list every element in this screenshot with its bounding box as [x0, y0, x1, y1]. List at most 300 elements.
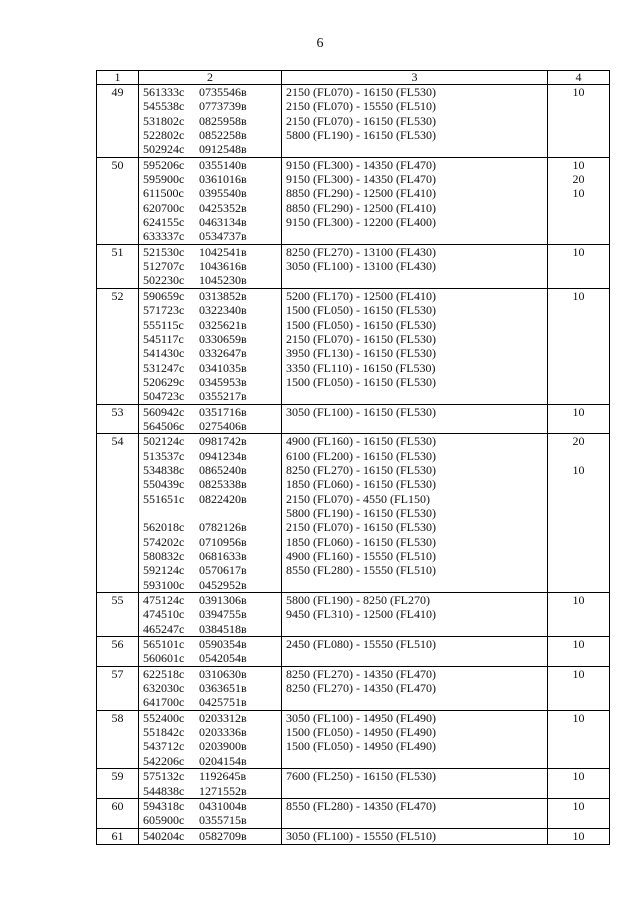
latitude: 605900с: [143, 813, 185, 828]
latitude: 551842с: [143, 725, 185, 740]
altitude-line: [286, 784, 543, 798]
row-number: 53: [97, 404, 139, 434]
table-row: [97, 798, 610, 828]
altitude-line: [286, 389, 543, 403]
separation-value: [552, 361, 605, 375]
longitude: 0395540в: [199, 186, 247, 201]
latitude: 531802с: [143, 113, 185, 128]
separation-value: [552, 114, 605, 128]
separation-value: [552, 99, 605, 113]
coordinate-line: [143, 419, 277, 433]
latitude: 620700с: [143, 200, 185, 215]
separation-cell: [548, 798, 610, 828]
altitude-cell: [282, 244, 548, 288]
separation-value: [552, 303, 605, 317]
separation-value: 20: [572, 434, 585, 449]
latitude: 564506с: [143, 418, 185, 433]
coordinate-line: [143, 593, 277, 607]
altitude-line: 9150 (FL300) - 14350 (FL470): [286, 157, 436, 172]
separation-value: [552, 506, 605, 520]
latitude: 561333с: [143, 85, 185, 99]
coordinate-line: [143, 85, 277, 99]
altitude-cell: [282, 637, 548, 667]
coordinates-cell: [139, 244, 282, 288]
table-row: [97, 637, 610, 667]
latitude: 632030с: [143, 681, 185, 696]
separation-cell: [548, 434, 610, 593]
coordinate-line: [143, 681, 277, 695]
latitude: 551651с: [143, 491, 185, 506]
latitude: 502924с: [143, 142, 185, 157]
header-row: [97, 71, 610, 85]
separation-value: [552, 128, 605, 142]
altitude-line: [286, 754, 543, 768]
longitude: 0310630в: [199, 666, 247, 681]
coordinate-line: [143, 405, 277, 419]
altitude-line: 5800 (FL190) - 8250 (FL270): [286, 593, 430, 608]
coordinate-line: [143, 186, 277, 200]
altitude-line: 3050 (FL100) - 13100 (FL430): [286, 259, 436, 274]
altitude-cell: [282, 710, 548, 768]
separation-cell: [548, 828, 610, 844]
longitude: 0363651в: [199, 681, 247, 696]
separation-value: [552, 651, 605, 665]
separation-value: 10: [572, 244, 585, 259]
separation-value: 10: [572, 710, 585, 725]
coordinate-line: [143, 375, 277, 389]
altitude-cell: [282, 434, 548, 593]
coordinate-line: [143, 477, 277, 491]
latitude: 465247с: [143, 621, 185, 636]
airspace-table: [96, 70, 610, 845]
separation-value: 10: [572, 593, 585, 608]
coordinate-line: [143, 549, 277, 563]
latitude: 474510с: [143, 607, 185, 622]
altitude-line: 2150 (FL070) - 15550 (FL510): [286, 99, 436, 114]
latitude: 622518с: [143, 666, 185, 681]
separation-value: [552, 273, 605, 287]
longitude: 0941234в: [199, 448, 247, 463]
altitude-line: 8550 (FL280) - 14350 (FL470): [286, 798, 436, 813]
altitude-line: 2150 (FL070) - 4550 (FL150): [286, 491, 430, 506]
latitude: 560601с: [143, 651, 185, 666]
longitude: 1042541в: [199, 244, 247, 259]
longitude: 0203900в: [199, 739, 247, 754]
latitude: 593100с: [143, 577, 185, 592]
coordinate-line: [143, 273, 277, 287]
separation-value: 10: [572, 186, 585, 201]
latitude: 502230с: [143, 273, 185, 288]
coordinate-line: [143, 229, 277, 243]
longitude: 0425751в: [199, 695, 247, 710]
longitude: 0351716в: [199, 404, 247, 419]
table-row: [97, 434, 610, 593]
table-row: [97, 666, 610, 710]
coordinate-line: [143, 158, 277, 172]
coordinate-line: [143, 346, 277, 360]
separation-cell: [548, 666, 610, 710]
coordinate-line: [143, 667, 277, 681]
altitude-line: 2150 (FL070) - 16150 (FL530): [286, 113, 436, 128]
coordinates-cell: [139, 593, 282, 637]
altitude-line: 5800 (FL190) - 16150 (FL530): [286, 505, 436, 520]
coordinate-line: [143, 711, 277, 725]
coordinate-line: [143, 563, 277, 577]
altitude-cell: [282, 85, 548, 158]
altitude-line: 8850 (FL290) - 12500 (FL410): [286, 200, 436, 215]
altitude-line: 7600 (FL250) - 16150 (FL530): [286, 769, 436, 784]
separation-value: [552, 419, 605, 433]
separation-cell: [548, 404, 610, 434]
separation-value: [552, 695, 605, 709]
longitude: 0425352в: [199, 200, 247, 215]
altitude-line: 1850 (FL060) - 16150 (FL530): [286, 477, 436, 492]
altitude-line: 3950 (FL130) - 16150 (FL530): [286, 346, 436, 361]
longitude: 0341035в: [199, 360, 247, 375]
latitude: 624155с: [143, 215, 185, 230]
latitude: 550439с: [143, 477, 185, 492]
longitude: 1045230в: [199, 273, 247, 288]
separation-value: [552, 229, 605, 243]
latitude: 565101с: [143, 637, 185, 652]
separation-value: [552, 346, 605, 360]
header-col-2: 2: [139, 71, 282, 85]
altitude-line: 8250 (FL270) - 16150 (FL530): [286, 462, 436, 477]
row-number: 51: [97, 244, 139, 288]
altitude-line: 8250 (FL270) - 13100 (FL430): [286, 244, 436, 259]
separation-cell: [548, 593, 610, 637]
coordinate-line: [143, 303, 277, 317]
coordinate-line: [143, 784, 277, 798]
longitude: 1043616в: [199, 259, 247, 274]
latitude: 502124с: [143, 434, 185, 449]
coordinates-cell: [139, 710, 282, 768]
row-number: 56: [97, 637, 139, 667]
coordinate-line: [143, 114, 277, 128]
row-number: 58: [97, 710, 139, 768]
table-row: [97, 288, 610, 404]
coordinate-line: [143, 622, 277, 636]
latitude: 544838с: [143, 783, 185, 798]
separation-value: 10: [572, 666, 585, 681]
separation-value: [552, 142, 605, 156]
altitude-cell: [282, 798, 548, 828]
longitude: 0681633в: [199, 549, 247, 563]
separation-value: [552, 375, 605, 389]
separation-value: [552, 449, 605, 463]
altitude-line: [286, 622, 543, 636]
latitude: 541430с: [143, 346, 185, 361]
page-number: 6: [316, 36, 324, 51]
coordinate-line: [143, 492, 277, 506]
coordinates-cell: [139, 85, 282, 158]
coordinate-line: [143, 449, 277, 463]
longitude: 0355140в: [199, 157, 247, 172]
longitude: 0570617в: [199, 563, 247, 578]
coordinates-cell: [139, 637, 282, 667]
longitude: 0431004в: [199, 798, 247, 813]
separation-value: [552, 607, 605, 621]
longitude: 0463134в: [199, 215, 247, 230]
latitude: 540204с: [143, 828, 185, 843]
coordinate-line: [143, 829, 277, 843]
table-row: [97, 710, 610, 768]
altitude-line: 3050 (FL100) - 16150 (FL530): [286, 404, 436, 419]
altitude-line: 9150 (FL300) - 12200 (FL400): [286, 215, 436, 230]
altitude-cell: [282, 157, 548, 244]
coordinate-line: [143, 799, 277, 813]
separation-value: [552, 784, 605, 798]
altitude-line: 5800 (FL190) - 16150 (FL530): [286, 128, 436, 143]
latitude: 571723с: [143, 303, 185, 318]
latitude: 555115с: [143, 317, 184, 332]
latitude: 592124с: [143, 563, 185, 578]
longitude: 0355715в: [199, 813, 247, 828]
longitude: 1192645в: [199, 769, 247, 784]
row-number: 55: [97, 593, 139, 637]
latitude: 611500с: [143, 186, 184, 201]
separation-value: [552, 492, 605, 506]
separation-value: [552, 215, 605, 229]
latitude: 594318с: [143, 798, 185, 813]
longitude: 0852258в: [199, 128, 247, 143]
longitude: 0981742в: [199, 434, 247, 449]
altitude-line: 9150 (FL300) - 14350 (FL470): [286, 172, 436, 187]
longitude: 0590354в: [199, 637, 247, 652]
altitude-line: [286, 229, 543, 243]
row-number: 54: [97, 434, 139, 593]
latitude: 543712с: [143, 739, 185, 754]
altitude-cell: [282, 288, 548, 404]
coordinate-line: [143, 142, 277, 156]
altitude-line: 4900 (FL160) - 15550 (FL510): [286, 549, 436, 563]
latitude: 531247с: [143, 360, 185, 375]
separation-value: [552, 259, 605, 273]
altitude-line: 8850 (FL290) - 12500 (FL410): [286, 186, 436, 201]
longitude: 0534737в: [199, 229, 247, 244]
latitude: 575132с: [143, 769, 185, 784]
altitude-line: 9450 (FL310) - 12500 (FL410): [286, 607, 436, 622]
separation-cell: [548, 288, 610, 404]
header-col-3: 3: [282, 71, 548, 85]
altitude-line: 2150 (FL070) - 16150 (FL530): [286, 520, 436, 535]
coordinate-line: [143, 215, 277, 229]
separation-value: 10: [572, 85, 585, 99]
altitude-line: 5200 (FL170) - 12500 (FL410): [286, 288, 436, 303]
latitude: 552400с: [143, 710, 185, 725]
longitude: 0275406в: [199, 418, 247, 433]
altitude-line: [286, 273, 543, 287]
table-row: [97, 769, 610, 799]
coordinate-line: [143, 769, 277, 783]
altitude-line: 6100 (FL200) - 16150 (FL530): [286, 448, 436, 463]
row-number: 49: [97, 85, 139, 158]
latitude: 513537с: [143, 448, 185, 463]
latitude: 545117с: [143, 331, 184, 346]
separation-cell: [548, 157, 610, 244]
altitude-line: 2450 (FL080) - 15550 (FL510): [286, 637, 436, 652]
separation-value: [552, 318, 605, 332]
altitude-line: 8250 (FL270) - 14350 (FL470): [286, 666, 436, 681]
longitude: 0822420в: [199, 491, 247, 506]
row-number: 60: [97, 798, 139, 828]
coordinates-cell: [139, 434, 282, 593]
coordinate-line: [143, 318, 277, 332]
latitude: 521530с: [143, 244, 185, 259]
altitude-cell: [282, 769, 548, 799]
coordinate-line: [143, 739, 277, 753]
separation-value: 10: [572, 637, 585, 652]
separation-value: 10: [572, 288, 585, 303]
coordinate-line: [143, 813, 277, 827]
coordinate-line: [143, 245, 277, 259]
altitude-cell: [282, 828, 548, 844]
longitude: 0825338в: [199, 477, 247, 492]
latitude: 595900с: [143, 172, 185, 187]
longitude: 0391306в: [199, 593, 247, 608]
longitude: 0735546в: [199, 85, 247, 99]
latitude: 560942с: [143, 404, 185, 419]
separation-value: [552, 725, 605, 739]
altitude-line: 3350 (FL110) - 16150 (FL530): [286, 360, 436, 375]
coordinates-cell: [139, 157, 282, 244]
coordinates-cell: [139, 798, 282, 828]
latitude: 475124с: [143, 593, 185, 608]
longitude: 0204154в: [199, 753, 247, 768]
longitude: 0313852в: [199, 288, 247, 303]
altitude-line: 3050 (FL100) - 14950 (FL490): [286, 710, 436, 725]
latitude: 633337с: [143, 229, 185, 244]
longitude: 1271552в: [199, 783, 247, 798]
longitude: 0710956в: [199, 534, 247, 549]
altitude-line: 8550 (FL280) - 15550 (FL510): [286, 563, 436, 578]
coordinates-cell: [139, 404, 282, 434]
latitude: 562018с: [143, 520, 185, 535]
altitude-line: 4900 (FL160) - 16150 (FL530): [286, 434, 436, 449]
altitude-line: 2150 (FL070) - 16150 (FL530): [286, 331, 436, 346]
latitude: 504723с: [143, 389, 185, 404]
coordinate-line: [143, 535, 277, 549]
separation-value: 20: [572, 172, 585, 187]
latitude: 641700с: [143, 695, 185, 710]
coordinate-line: [143, 520, 277, 534]
coordinate-line: [143, 607, 277, 621]
header-col-4: 4: [548, 71, 610, 85]
table-row: [97, 828, 610, 844]
altitude-line: [286, 651, 543, 665]
coordinate-line: [143, 361, 277, 375]
table-row: [97, 244, 610, 288]
row-number: 52: [97, 288, 139, 404]
coordinates-cell: [139, 666, 282, 710]
longitude: 0325621в: [199, 317, 247, 332]
longitude: 0582709в: [199, 828, 247, 843]
longitude: 0355217в: [199, 389, 247, 404]
separation-value: [552, 754, 605, 768]
latitude: 534838с: [143, 462, 185, 477]
coordinate-line: [143, 651, 277, 665]
longitude: 0452952в: [199, 577, 247, 592]
latitude: 520629с: [143, 374, 185, 389]
separation-value: 10: [572, 828, 585, 843]
longitude: 0542054в: [199, 651, 247, 666]
longitude: 0782126в: [199, 520, 247, 535]
coordinate-line: [143, 289, 277, 303]
altitude-line: [286, 695, 543, 709]
row-number: 59: [97, 769, 139, 799]
separation-cell: [548, 710, 610, 768]
longitude: 0330659в: [199, 331, 247, 346]
separation-value: [552, 563, 605, 577]
separation-value: [552, 389, 605, 403]
separation-value: [552, 739, 605, 753]
latitude: 590659с: [143, 288, 185, 303]
coordinates-cell: [139, 769, 282, 799]
coordinate-line: [143, 725, 277, 739]
longitude: 0345953в: [199, 374, 247, 389]
latitude: 512707с: [143, 259, 185, 274]
longitude: 0361016в: [199, 172, 247, 187]
longitude: 0825958в: [199, 113, 247, 128]
altitude-line: [286, 578, 543, 592]
table-row: [97, 157, 610, 244]
altitude-line: 1500 (FL050) - 16150 (FL530): [286, 374, 436, 389]
latitude: 522802с: [143, 128, 185, 143]
separation-value: 10: [572, 157, 585, 172]
separation-value: 10: [572, 462, 585, 477]
altitude-cell: [282, 593, 548, 637]
altitude-line: [286, 813, 543, 827]
separation-value: 10: [572, 798, 585, 813]
separation-value: [552, 681, 605, 695]
altitude-line: 2150 (FL070) - 16150 (FL530): [286, 85, 436, 99]
longitude: 0912548в: [199, 142, 247, 157]
row-number: 50: [97, 157, 139, 244]
table-row: [97, 593, 610, 637]
altitude-line: 8250 (FL270) - 14350 (FL470): [286, 681, 436, 696]
separation-cell: [548, 769, 610, 799]
coordinate-line: [143, 172, 277, 186]
coordinate-line: [143, 463, 277, 477]
altitude-line: 1500 (FL050) - 14950 (FL490): [286, 739, 436, 754]
coordinate-line: [143, 99, 277, 113]
coordinate-line: [143, 389, 277, 403]
longitude: 0773739в: [199, 99, 247, 114]
altitude-line: 1500 (FL050) - 16150 (FL530): [286, 317, 436, 332]
latitude: 595206с: [143, 157, 185, 172]
coordinate-line: [143, 259, 277, 273]
table-row: [97, 85, 610, 158]
coordinates-cell: [139, 288, 282, 404]
latitude: 580832с: [143, 549, 185, 563]
altitude-line: 1850 (FL060) - 16150 (FL530): [286, 534, 436, 549]
coordinate-line: [143, 128, 277, 142]
altitude-line: 1500 (FL050) - 14950 (FL490): [286, 725, 436, 740]
longitude: 0384518в: [199, 621, 247, 636]
header-col-1: 1: [97, 71, 139, 85]
separation-value: [552, 535, 605, 549]
coordinate-line: [143, 201, 277, 215]
separation-cell: [548, 244, 610, 288]
coordinate-line: [143, 637, 277, 651]
coordinate-line: [143, 506, 277, 520]
longitude: 0203336в: [199, 725, 247, 740]
latitude: 574202с: [143, 534, 185, 549]
longitude: 0203312в: [199, 710, 247, 725]
coordinate-line: [143, 578, 277, 592]
separation-value: [552, 332, 605, 346]
separation-value: [552, 477, 605, 491]
